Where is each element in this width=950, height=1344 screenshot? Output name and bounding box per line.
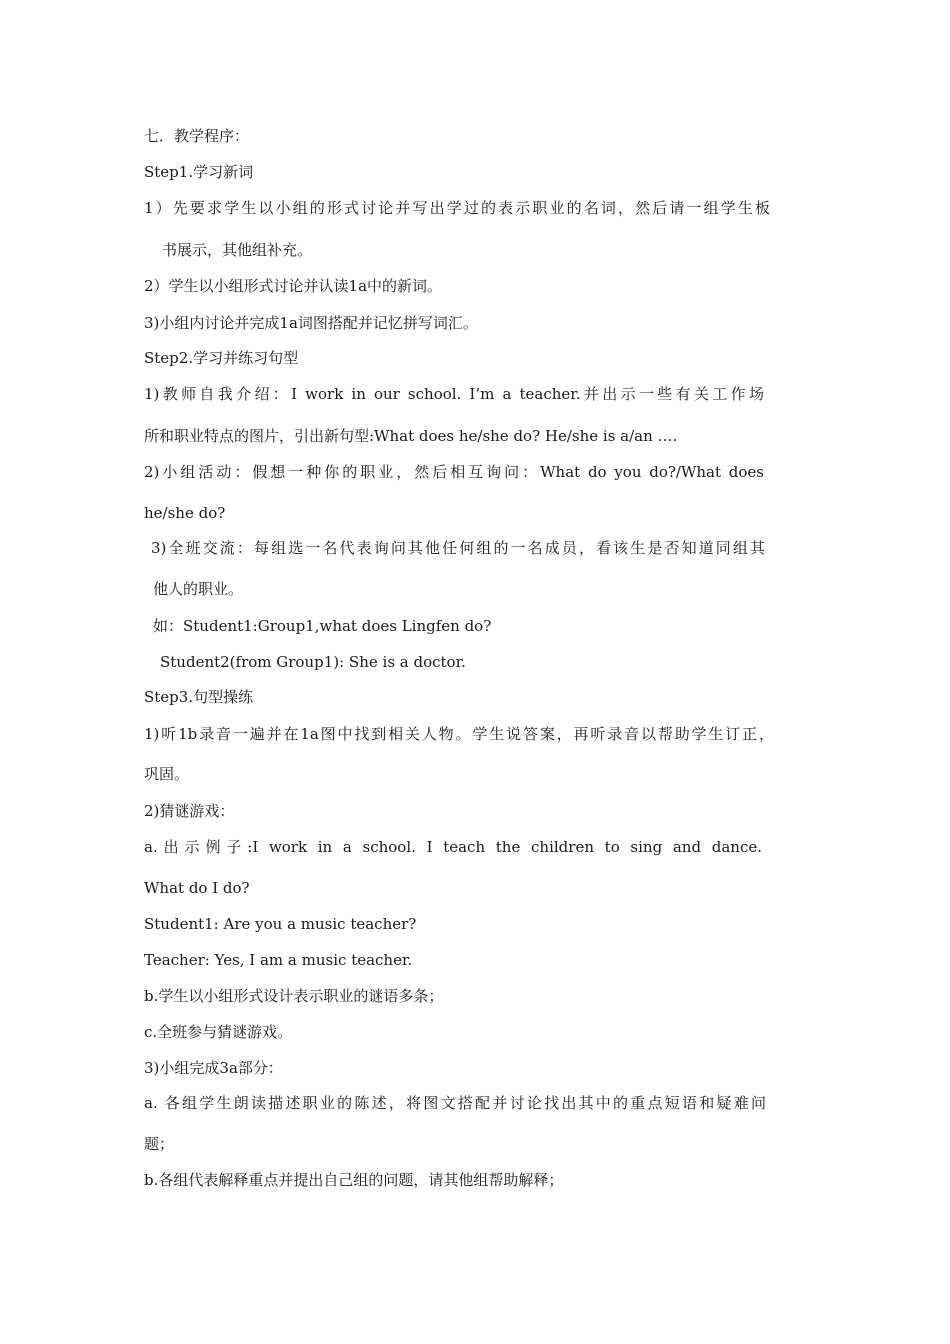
step3-heading: Step3.句型操练 <box>144 688 254 706</box>
paragraph-line: c.全班参与猜谜游戏。 <box>144 1023 293 1041</box>
paragraph-line: 1）先要求学生以小组的形式讨论并写出学过的表示职业的名词，然后请一组学生板 <box>144 199 770 217</box>
paragraph-line: 2)小组活动：假想一种你的职业，然后相互询问：What do you do?/What does <box>144 463 764 481</box>
step2-heading: Step2.学习并练习句型 <box>144 349 299 367</box>
paragraph-line: What do I do? <box>144 879 250 897</box>
paragraph-line: 3)全班交流：每组选一名代表询问其他任何组的一名成员，看该生是否知道同组其 <box>151 539 765 557</box>
paragraph-line: 他人的职业。 <box>153 580 244 598</box>
dialogue-line: Student1: Are you a music teacher? <box>144 915 417 933</box>
section-heading: 七．教学程序： <box>144 127 250 145</box>
paragraph-line: 题； <box>144 1135 175 1153</box>
paragraph-line: a.出示例子:I work in a school. I teach the children to sing and dance. <box>144 838 762 856</box>
paragraph-line: a. 各组学生朗读描述职业的陈述，将图文搭配并讨论找出其中的重点短语和疑难问 <box>144 1094 766 1112</box>
paragraph-line: 3)小组完成3a部分： <box>144 1059 283 1077</box>
paragraph-line: he/she do? <box>144 504 226 522</box>
paragraph-line: 2)猜谜游戏： <box>144 802 235 820</box>
paragraph-line: 巩固。 <box>144 765 190 783</box>
example-line: Student2(from Group1): She is a doctor. <box>160 653 466 671</box>
paragraph-line: 3)小组内讨论并完成1a词图搭配并记忆拼写词汇。 <box>144 314 478 332</box>
paragraph-line: b.学生以小组形式设计表示职业的谜语多条； <box>144 987 444 1005</box>
paragraph-line: 书展示，其他组补充。 <box>162 241 313 259</box>
paragraph-line: 1)听1b录音一遍并在1a图中找到相关人物。学生说答案，再听录音以帮助学生订正， <box>144 725 774 743</box>
paragraph-line: b.各组代表解释重点并提出自己组的问题，请其他组帮助解释； <box>144 1171 564 1189</box>
paragraph-line: 1)教师自我介绍：I work in our school. I’m a teacher.并出示一些有关工作场 <box>144 385 764 403</box>
paragraph-line: 2）学生以小组形式讨论并认读1a中的新词。 <box>144 277 443 295</box>
dialogue-line: Teacher: Yes, I am a music teacher. <box>144 951 413 969</box>
example-line: 如：Student1:Group1,what does Lingfen do? <box>153 617 492 635</box>
step1-heading: Step1.学习新词 <box>144 163 254 181</box>
paragraph-line: 所和职业特点的图片，引出新句型:What does he/she do? He/she is a/an …. <box>144 427 678 445</box>
